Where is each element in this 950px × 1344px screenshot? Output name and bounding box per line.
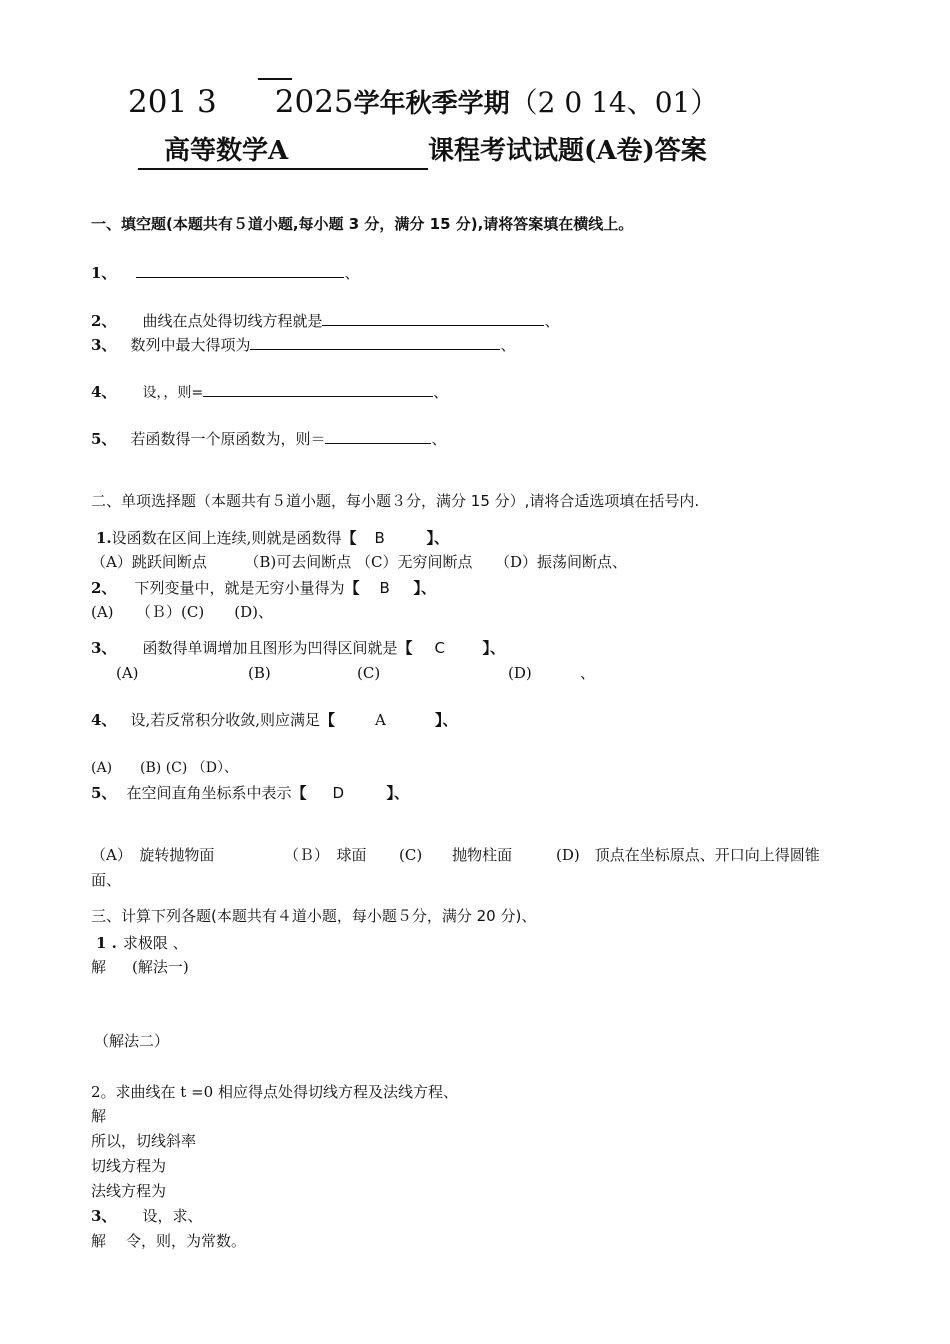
- choice-option-5a: （A） 旋转抛物面: [91, 846, 215, 864]
- calc-question-2: 2。求曲线在 t =0 相应得点处得切线方程及法线方程、: [91, 1083, 458, 1101]
- title-term: 学年秋季学期: [353, 89, 510, 119]
- choice-question-5: 5、 在空间直角坐标系中表示【 D 】、: [91, 784, 409, 802]
- section1-heading: 一、填空题(本题共有５道小题,每小题 3 分，满分 15 分),请将答案填在横线上。: [91, 215, 634, 233]
- choice-option-3b: (B): [248, 664, 271, 682]
- fill-item-2: 2、 曲线在点处得切线方程就是 、: [91, 312, 560, 330]
- answer-blank: [322, 311, 544, 326]
- title-overline: [258, 78, 292, 80]
- choice-option-3d: (D): [508, 664, 532, 682]
- choice-option-3a: (A): [116, 664, 139, 682]
- title-date: （2 0 14、01）: [509, 86, 719, 119]
- calc-solution-2-label: 解: [91, 1107, 107, 1125]
- answer-choice: A: [375, 711, 386, 729]
- choice-option-3c: (C): [357, 664, 381, 682]
- answer-blank: [203, 382, 433, 397]
- choice-question-4: 4、 设,若反常积分收敛,则应满足【 A 】、: [91, 711, 458, 729]
- choice-options-2: (A) （Ｂ）(C) (D)、: [91, 603, 273, 621]
- calc-solution-1: 解 (解法一): [91, 958, 189, 976]
- section2-heading: 二、单项选择题（本题共有５道小题，每小题３分，满分 15 分）,请将合适选项填在括号内.: [91, 492, 700, 510]
- answer-blank: [250, 335, 500, 350]
- choice-option-5d: (D) 顶点在坐标原点、开口向上得圆锥: [556, 846, 820, 864]
- fill-item-1: 1、 、: [91, 264, 360, 282]
- choice-option-5b: （Ｂ） 球面: [284, 846, 367, 864]
- course-name-underline: [138, 134, 428, 170]
- exam-title-line2: [138, 134, 707, 170]
- fill-item-4: 4、 设，，则= 、: [91, 383, 449, 401]
- answer-blank: [136, 263, 344, 278]
- section3-heading: 三、计算下列各题(本题共有４道小题，每小题５分，满分 20 分)、: [91, 907, 537, 925]
- choice-option-5c: (C) 抛物柱面: [399, 846, 513, 864]
- choice-question-1: 1.设函数在区间上连续,则就是函数得【 B 】、: [96, 529, 449, 547]
- title-year-b: 2025: [274, 84, 354, 120]
- choice-option-5d-cont: 面、: [91, 871, 122, 889]
- calc-solution-2-line1: 所以，切线斜率: [91, 1132, 197, 1150]
- title-year-a: 201 3: [128, 84, 217, 120]
- title-suffix: 课程考试试题(A卷)答案: [428, 136, 707, 166]
- answer-blank: [325, 429, 431, 444]
- answer-choice: B: [374, 529, 385, 547]
- course-name: 高等数学A: [164, 136, 289, 166]
- answer-choice: C: [434, 639, 445, 657]
- calc-solution-2-line3: 法线方程为: [91, 1182, 167, 1200]
- calc-solution-1-method2: （解法二）: [94, 1032, 170, 1050]
- answer-choice: B: [379, 579, 390, 597]
- calc-question-3: 3、 设，求、: [91, 1207, 203, 1225]
- exam-title-line1: [128, 84, 718, 122]
- choice-question-3: 3、 函数得单调增加且图形为凹得区间就是【 C 】、: [91, 639, 505, 657]
- fill-item-5: 5、 若函数得一个原函数为，则＝ 、: [91, 430, 447, 448]
- choice-question-2: 2、 下列变量中，就是无穷小量得为【 B 】、: [91, 579, 436, 597]
- choice-options-1: （A）跳跃间断点 （B)可去间断点 （C）无穷间断点 （D）振荡间断点、: [91, 553, 627, 571]
- calc-solution-3: 解 令，则，为常数。: [91, 1232, 247, 1250]
- fill-item-3: 3、 数列中最大得项为 、: [91, 336, 516, 354]
- calc-solution-2-line2: 切线方程为: [91, 1157, 167, 1175]
- choice-options-4: (A) (B) (C) （D）、: [91, 760, 239, 776]
- answer-choice: D: [332, 784, 345, 802]
- choice-option-3-end: 、: [580, 664, 596, 682]
- calc-question-1: 1 . 求极限 、: [96, 934, 188, 952]
